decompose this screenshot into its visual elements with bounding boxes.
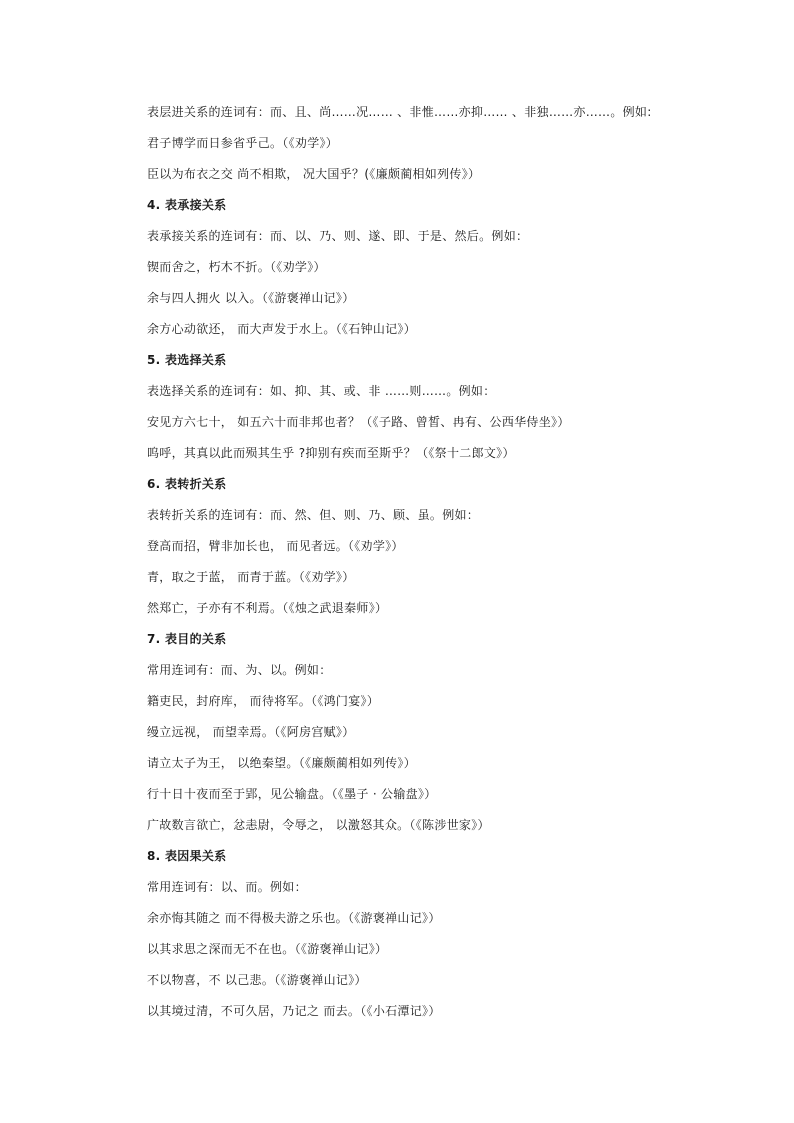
paragraph-line: 表层进关系的连词有：而、且、尚……况…… 、非惟……亦抑…… 、非独……亦……。例如: [147,105,652,119]
example-sentence: 不以物喜，不 以己悲。（《游褒禅山记》） [147,973,367,987]
example-sentence: 安见方六七十， 如五六十而非邦也者？（《子路、曾皙、冉有、公西华侍坐》） [147,415,570,429]
example-sentence: 籍吏民，封府库， 而待将军。（《鸿门宴》） [147,694,380,708]
example-sentence: 缦立远视， 而望幸焉。（《阿房宫赋》） [147,725,355,739]
section-heading: 5. 表选择关系 [147,353,227,367]
example-sentence: 以其境过清，不可久居，乃记之 而去。（《小石潭记》） [147,1004,441,1018]
example-sentence: 呜呼，其真以此而殒其生乎 ?抑别有疾而至斯乎？（《祭十二郎文》） [147,446,515,460]
example-sentence: 青，取之于蓝， 而青于蓝。（《劝学》） [147,570,355,584]
example-sentence: 锲而舍之，朽木不折。（《劝学》） [147,260,326,274]
paragraph-line: 表选择关系的连词有：如、抑、其、或、非 ……则……。例如： [147,384,496,398]
section-heading: 8. 表因果关系 [147,849,227,863]
example-sentence: 请立太子为王， 以绝秦望。（《廉颇蔺相如列传》） [147,756,417,770]
example-sentence: 广故数言欲亡，忿恚尉，令辱之， 以激怒其众。（《陈涉世家》） [147,818,490,832]
example-sentence: 登高而招，臂非加长也， 而见者远。（《劝学》） [147,539,404,553]
example-sentence: 以其求思之深而无不在也。（《游褒禅山记》） [147,942,388,956]
paragraph-line: 表转折关系的连词有：而、然、但、则、乃、顾、虽。例如： [147,508,480,522]
example-sentence: 余亦悔其随之 而不得极夫游之乐也。（《游褒禅山记》） [147,911,441,925]
section-heading: 7. 表目的关系 [147,632,227,646]
example-sentence: 臣以为布衣之交 尚不相欺， 况大国乎？(《廉颇蔺相如列传》） [147,167,481,181]
section-heading: 6. 表转折关系 [147,477,227,491]
example-sentence: 行十日十夜而至于郢，见公输盘。（《墨子 · 公输盘》） [147,787,437,801]
example-sentence: 余与四人拥火 以入。（《游褒禅山记》） [147,291,355,305]
paragraph-line: 常用连词有：以、而。例如： [147,880,307,894]
section-heading: 4. 表承接关系 [147,198,227,212]
paragraph-line: 常用连词有：而、为、以。例如： [147,663,332,677]
example-sentence: 君子博学而日参省乎己。（《劝学》） [147,136,339,150]
example-sentence: 余方心动欲还， 而大声发于水上。（《石钟山记》） [147,322,417,336]
document-body [147,103,687,1033]
example-sentence: 然郑亡，子亦有不利焉。（《烛之武退秦师》） [147,601,388,615]
paragraph-line: 表承接关系的连词有：而、以、乃、则、遂、即、于是、然后。例如： [147,229,529,243]
